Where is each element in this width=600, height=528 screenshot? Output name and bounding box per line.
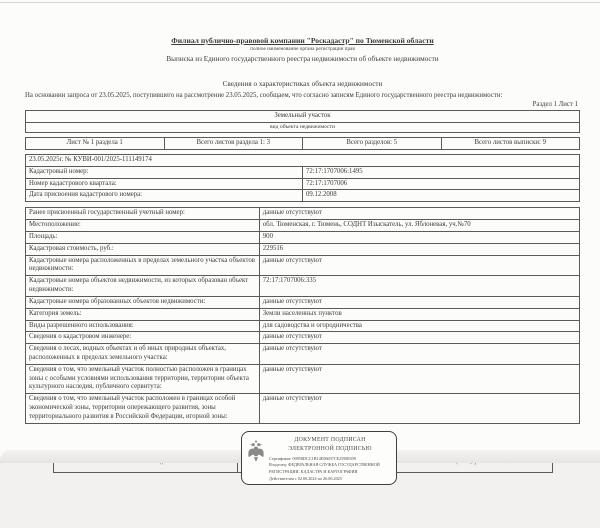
org-name-caption: полное наименование органа регистрации прав <box>250 46 355 52</box>
row-label: Сведения о том, что земельный участок расположен в границах особой экономической зоны, территории опережающего развития, зоны территориального развития в Российской Федерации, игорной зоны: <box>26 394 260 423</box>
row-value: 900 <box>259 231 579 243</box>
table-row <box>26 220 580 232</box>
request-number: 23.05.2025г. № КУВИ-001/2025-111149174 <box>26 154 580 166</box>
section-sheets-total-cell: Всего листов раздела 1: 3 <box>164 138 303 150</box>
table-row <box>26 364 580 393</box>
table-row <box>26 111 580 123</box>
table-row <box>26 296 580 308</box>
org-name: Филиал публично-правовой компании "Роскадастр" по Тюменской области <box>171 36 434 45</box>
sheet-info-table <box>25 137 580 150</box>
row-label: Кадастровые номера образованных объектов недвижимости: <box>26 296 260 308</box>
request-basis-text: На основании запроса от 23.05.2025, поступившего на рассмотрение 23.05.2025, сообщаем, что согласно записям Единого государственного реестра недвижимости: <box>25 92 503 99</box>
row-label: Виды разрешенного использования: <box>26 320 260 332</box>
page-top-edge <box>0 2 600 3</box>
object-type-value: Земельный участок <box>26 111 580 123</box>
row-value: обл. Тюменская, г. Тюмень, СОДНТ Изыскатель, ул. Яблоневая, уч.№70 <box>259 220 579 232</box>
table-row <box>26 122 580 132</box>
table-row <box>26 332 580 344</box>
row-value: данные отсутствуют <box>259 364 579 393</box>
row-value: данные отсутствуют <box>259 394 579 423</box>
row-label: Ранее присвоенный государственный учетный номер: <box>26 208 260 220</box>
row-label: Кадастровые номера объектов недвижимости, из которых образован объект недвижимости: <box>26 276 260 297</box>
coat-of-arms-icon <box>247 438 265 464</box>
row-label: Кадастровые номера расположенных в пределах земельного участка объектов недвижимости: <box>26 255 260 276</box>
object-type-caption: вид объекта недвижимости <box>26 122 580 132</box>
row-label: Сведения о том, что земельный участок полностью расположен в границах зоны с особыми условиями использования территории, территории объекта культурного наследия, публичного сервитута: <box>26 364 260 393</box>
table-row <box>26 178 580 190</box>
row-value: данные отсутствуют <box>259 208 579 220</box>
table-row <box>26 243 580 255</box>
row-value: 72:17:1707006:335 <box>259 276 579 297</box>
section-sheet-marker: Раздел 1 Лист 1 <box>532 101 578 108</box>
table-row <box>26 231 580 243</box>
sheet-number-cell: Лист № 1 раздела 1 <box>26 138 165 150</box>
table-row <box>26 394 580 423</box>
table-row <box>26 320 580 332</box>
row-label: Кадастровая стоимость, руб.: <box>26 243 260 255</box>
row-label: Номер кадастрового квартала: <box>26 178 303 190</box>
table-row <box>26 208 580 220</box>
row-value: 72:17:1707006:1495 <box>303 166 580 178</box>
table-row <box>26 308 580 320</box>
stamp-owner-line1: Владелец: ФЕДЕРАЛЬНАЯ СЛУЖБА ГОСУДАРСТВЕННОЙ <box>269 462 380 468</box>
stamp-certificate: Сертификат: 00958DCC1B14E06697CE25988309 <box>269 455 356 461</box>
row-label: Дата присвоения кадастрового номера: <box>26 190 303 202</box>
row-label: Сведения о кадастровом инженере: <box>26 332 260 344</box>
row-value: 229516 <box>259 243 579 255</box>
stamp-owner-line2: РЕГИСТРАЦИИ, КАДАСТРА И КАРТОГРАФИИ <box>269 469 358 475</box>
table-row <box>26 255 580 276</box>
table-row <box>26 344 580 365</box>
row-value: данные отсутствуют <box>259 332 579 344</box>
row-label: Сведения о лесах, водных объектах и об иных природных объектах, расположенных в пределах земельного участка: <box>26 344 260 365</box>
digital-signature-stamp <box>241 431 397 485</box>
section-title: Сведения о характеристиках объекта недвижимости <box>222 80 383 88</box>
stamp-title-line1: ДОКУМЕНТ ПОДПИСАН <box>294 436 366 443</box>
object-type-table <box>25 110 580 133</box>
row-value: данные отсутствуют <box>259 296 579 308</box>
table-row <box>26 190 580 202</box>
table-row <box>26 276 580 297</box>
document-title: Выписка из Единого государственного реестра недвижимости об объекте недвижимости <box>166 55 439 63</box>
row-label: Местоположение: <box>26 220 260 232</box>
sections-total-cell: Всего разделов: 5 <box>303 138 442 150</box>
stamp-title-line2: ЭЛЕКТРОННОЙ ПОДПИСЬЮ <box>288 445 372 452</box>
row-value: 72:17:1707006 <box>303 178 580 190</box>
row-value: Земли населенных пунктов <box>259 308 579 320</box>
details-table <box>25 207 580 424</box>
stamp-validity: Действителен с 02.06.2024 по 26.06.2025 <box>269 475 342 481</box>
row-value: данные отсутствуют <box>259 344 579 365</box>
row-label: Кадастровый номер: <box>26 166 303 178</box>
main-attributes-table <box>25 154 580 202</box>
row-label: Категория земель: <box>26 308 260 320</box>
table-row <box>26 154 580 166</box>
table-row <box>26 166 580 178</box>
extract-sheets-total-cell: Всего листов выписки: 9 <box>441 138 580 150</box>
row-value: для садоводства и огородничества <box>259 320 579 332</box>
row-label: Площадь: <box>26 231 260 243</box>
row-value: данные отсутствуют <box>259 255 579 276</box>
row-value: 09.12.2008 <box>303 190 580 202</box>
table-row <box>26 138 580 150</box>
